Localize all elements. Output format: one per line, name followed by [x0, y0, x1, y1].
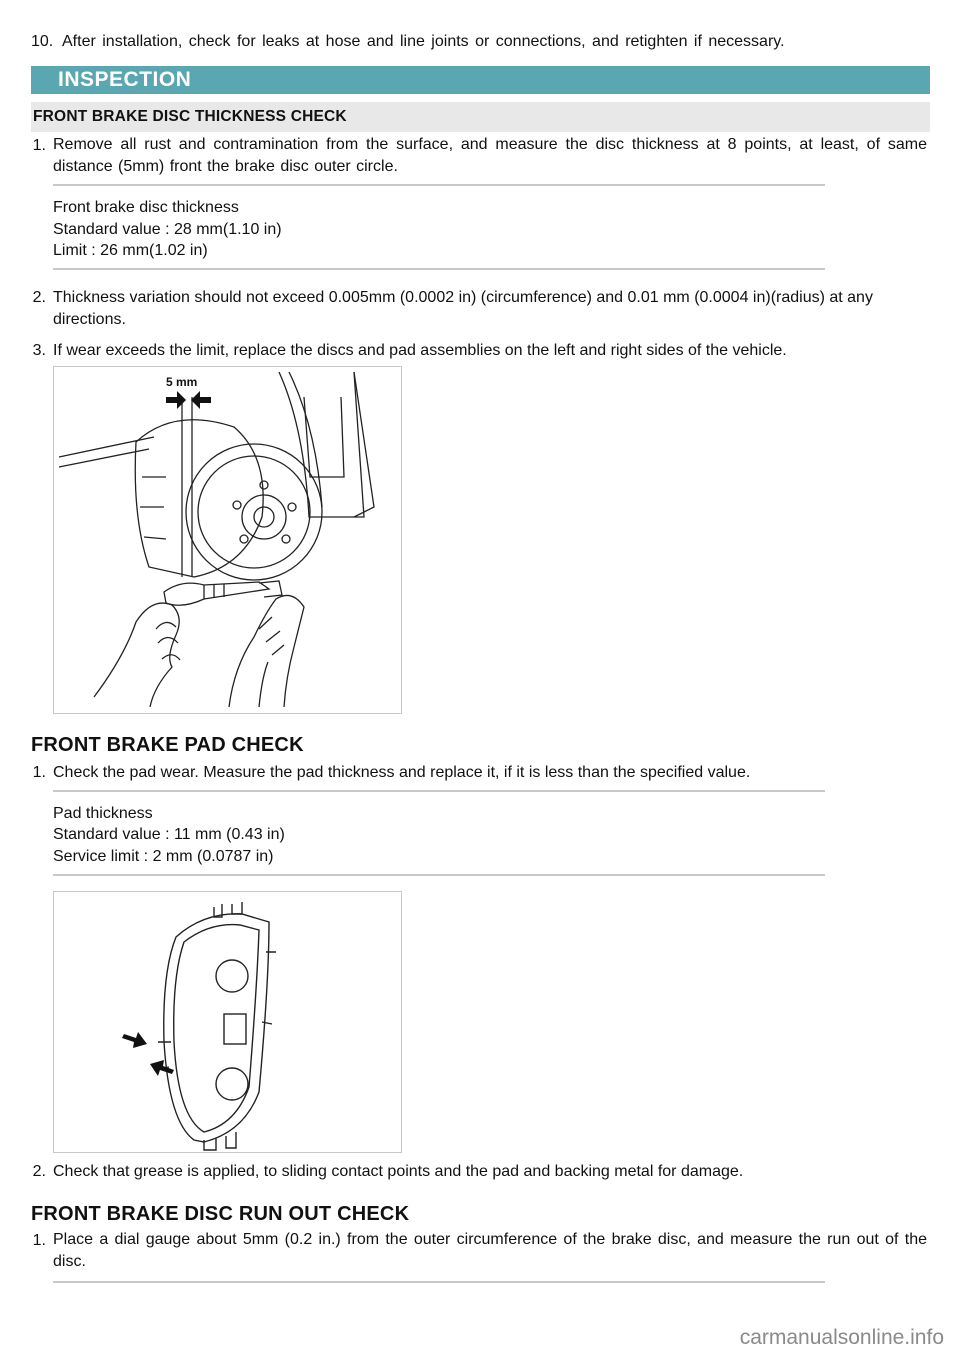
step-number: 2. [32, 289, 46, 306]
spec-top-rule [53, 1281, 825, 1283]
step-text: Thickness variation should not exceed 0.005mm (0.0002 in) (circumference) and 0.01 mm (0.0004 in)(radius) at any directions. [53, 289, 873, 328]
brake-disc-measurement-figure [53, 366, 402, 714]
spec-title: Pad thickness [53, 805, 153, 822]
step-number: 2. [32, 1163, 46, 1180]
figure-label-5mm: 5 mm [166, 375, 198, 389]
brake-pad-figure [53, 891, 402, 1153]
spec-top-rule [53, 790, 825, 792]
pad-check-title: FRONT BRAKE PAD CHECK [31, 734, 304, 756]
step-text: Place a dial gauge about 5mm (0.2 in.) from the outer circumference of the brake disc, and measure the run out of the disc. [53, 1231, 927, 1270]
subsection-title: FRONT BRAKE DISC THICKNESS CHECK [33, 108, 347, 125]
spec-limit: Service limit : 2 mm (0.0787 in) [53, 848, 274, 865]
watermark-text: carmanualsonline.info [739, 1326, 944, 1349]
section-title: INSPECTION [58, 68, 192, 91]
step-number: 1. [32, 1232, 46, 1249]
step-text: Remove all rust and contramination from the surface, and measure the disc thickness at 8 points, at least, of same distance (5mm) front the brake disc outer circle. [53, 136, 927, 175]
step-text: If wear exceeds the limit, replace the discs and pad assemblies on the left and right sides of the vehicle. [53, 342, 787, 359]
step-text: Check the pad wear. Measure the pad thickness and replace it, if it is less than the specified value. [53, 764, 751, 781]
runout-check-title: FRONT BRAKE DISC RUN OUT CHECK [31, 1203, 410, 1225]
step-number: 1. [32, 764, 46, 781]
brake-disc-illustration [54, 367, 401, 713]
spec-title: Front brake disc thickness [53, 199, 239, 216]
subsection-header [31, 102, 930, 132]
spec-limit: Limit : 26 mm(1.02 in) [53, 242, 208, 259]
spec-standard: Standard value : 28 mm(1.10 in) [53, 221, 282, 238]
step-number: 3. [32, 342, 46, 359]
spec-standard: Standard value : 11 mm (0.43 in) [53, 826, 285, 843]
spec-bottom-rule [53, 268, 825, 270]
step-text: Check that grease is applied, to sliding contact points and the pad and backing metal for damage. [53, 1163, 744, 1180]
spec-top-rule [53, 184, 825, 186]
spec-bottom-rule [53, 874, 825, 876]
brake-pad-illustration [54, 892, 401, 1152]
step-number: 1. [32, 137, 46, 154]
step-number: 10. [31, 33, 54, 50]
section-banner [31, 66, 930, 94]
step-text: After installation, check for leaks at hose and line joints or connections, and retighten if necessary. [62, 33, 785, 50]
